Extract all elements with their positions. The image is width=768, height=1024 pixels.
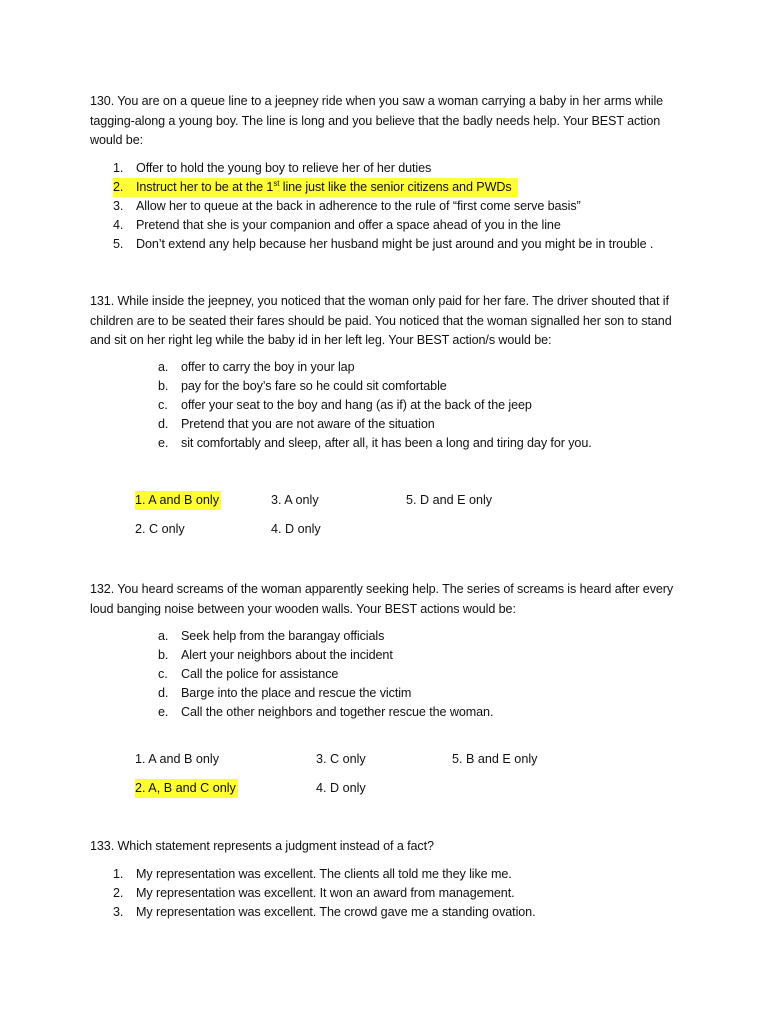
list-item [158, 415, 718, 434]
option-text: offer your seat to the boy and hang (as if) at the back of the jeep [181, 398, 532, 412]
answer-choice-4: 4. D only [316, 781, 366, 795]
option-marker: 4. [113, 218, 124, 232]
option-text: sit comfortably and sleep, after all, it has been a long and tiring day for you. [181, 436, 592, 450]
option-marker: 2. [113, 180, 124, 194]
answer-choice-5: 5. B and E only [452, 752, 538, 766]
question-130-prompt: 130. You are on a queue line to a jeepney ride when you saw a woman carrying a baby in her arms while tagging-along a young boy. The line is long and you believe that the badly needs help. Your BEST action would be: [90, 94, 664, 147]
list-item [113, 235, 713, 254]
answer-choice-2-highlighted: 2. A, B and C only [135, 779, 238, 798]
list-item [158, 358, 718, 377]
option-marker: e. [158, 436, 169, 450]
option-marker: c. [158, 398, 168, 412]
option-text: Don’t extend any help because her husband might be just around and you might be in trouble . [136, 237, 654, 251]
list-item [158, 665, 718, 684]
question-132-options [158, 627, 718, 722]
option-marker: 1. [113, 161, 124, 175]
list-item [158, 396, 718, 415]
question-133-options [113, 865, 713, 922]
option-text-highlighted [136, 178, 512, 197]
option-text: Pretend that she is your companion and offer a space ahead of you in the line [136, 218, 561, 232]
option-marker: a. [158, 629, 169, 643]
option-marker: 5. [113, 237, 124, 251]
question-131-prompt: 131. While inside the jeepney, you noticed that the woman only paid for her fare. The driver shouted that if children are to be seated their fares should be paid. You noticed that the woman signalled her son to stand and sit on her right leg while the baby id in her left leg. Your BEST action/s would be: [90, 294, 672, 347]
option-text: Call the police for assistance [181, 667, 339, 681]
option-text: Allow her to queue at the back in adherence to the rule of “first come serve basis” [136, 199, 581, 213]
answer-choice-5: 5. D and E only [406, 493, 493, 507]
list-item [113, 903, 713, 922]
list-item [158, 684, 718, 703]
option-marker: e. [158, 705, 169, 719]
option-text: Offer to hold the young boy to relieve her of her duties [136, 161, 432, 175]
option-marker: b. [158, 379, 169, 393]
list-item [113, 197, 713, 216]
option-text: Pretend that you are not aware of the situation [181, 417, 435, 431]
option-marker: d. [158, 686, 169, 700]
question-131-options [158, 358, 718, 453]
option-marker: d. [158, 417, 169, 431]
option-marker: c. [158, 667, 168, 681]
answer-choice-1: 1. A and B only [135, 752, 220, 766]
list-item [113, 178, 713, 197]
list-item [158, 646, 718, 665]
option-text: pay for the boy’s fare so he could sit comfortable [181, 379, 447, 393]
option-marker: 2. [113, 886, 124, 900]
option-marker: 1. [113, 867, 124, 881]
option-text: My representation was excellent. The clients all told me they like me. [136, 867, 512, 881]
option-marker: 3. [113, 199, 124, 213]
option-text: Alert your neighbors about the incident [181, 648, 393, 662]
option-text: Call the other neighbors and together rescue the woman. [181, 705, 494, 719]
superscript: st [273, 179, 280, 188]
question-130-options [113, 159, 713, 254]
option-text: Seek help from the barangay officials [181, 629, 385, 643]
list-item [113, 884, 713, 903]
answer-choice-3: 3. A only [271, 493, 319, 507]
option-text-part: Instruct her to be at the 1 [136, 180, 274, 194]
option-marker: 3. [113, 905, 124, 919]
answer-choice-1-highlighted: 1. A and B only [135, 491, 221, 510]
list-item [158, 377, 718, 396]
option-text: offer to carry the boy in your lap [181, 360, 355, 374]
list-item [158, 703, 718, 722]
option-marker: a. [158, 360, 169, 374]
question-133-prompt: 133. Which statement represents a judgment instead of a fact? [90, 839, 434, 853]
answer-choice-2: 2. C only [135, 522, 185, 536]
list-item [158, 434, 718, 453]
option-marker: b. [158, 648, 169, 662]
list-item [113, 865, 713, 884]
option-text: My representation was excellent. It won an award from management. [136, 886, 515, 900]
list-item [158, 627, 718, 646]
option-text: Barge into the place and rescue the victim [181, 686, 412, 700]
list-item [113, 159, 713, 178]
list-item [113, 216, 713, 235]
answer-choice-4: 4. D only [271, 522, 321, 536]
question-132-prompt: 132. You heard screams of the woman apparently seeking help. The series of screams is heard after every loud banging noise between your wooden walls. Your BEST actions would be: [90, 582, 674, 616]
answer-choice-3: 3. C only [316, 752, 366, 766]
option-text-part: line just like the senior citizens and PWDs [279, 180, 512, 194]
option-text: My representation was excellent. The crowd gave me a standing ovation. [136, 905, 536, 919]
